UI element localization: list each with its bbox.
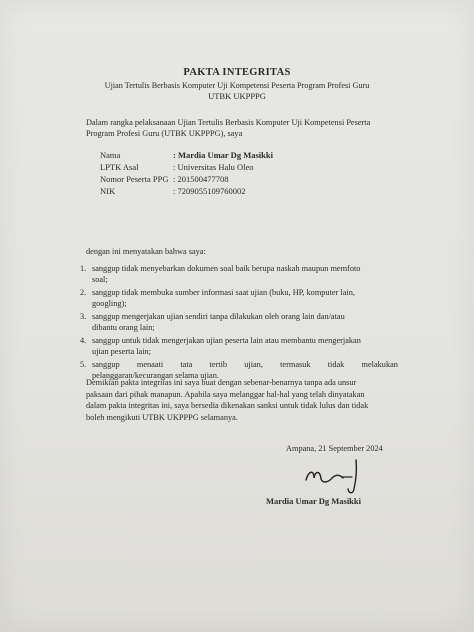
opening-line: Dalam rangka pelaksanaan Ujian Tertulis Berbasis Komputer Uji Kompetensi Peserta [86,118,371,127]
statement-line: sanggup untuk tidak mengerjakan ujian peserta lain atau membantu mengerjakan [92,336,361,345]
statement-line: sanggup mengerjakan ujian sendiri tanpa dilakukan oleh orang lain dan/atau [92,312,345,321]
opening-paragraph [86,118,396,139]
document-subtitle: Ujian Tertulis Berbasis Komputer Uji Kompetensi Peserta Program Profesi Guru [104,81,370,90]
statement-word: sanggup [92,360,120,369]
closing-line: paksaan dari pihak manapun. Apabila saya melanggar hal-hal yang telah dinyatakan [86,389,365,399]
document-subtitle-exam: UTBK UKPPPG [208,91,266,101]
document-title: PAKTA INTEGRITAS [183,67,291,78]
statement-number: 4. [80,336,87,345]
handwritten-signature [296,456,386,496]
signer-name: Mardia Umar Dg Masikki [266,496,361,506]
statement-number: 2. [80,288,87,297]
identity-label: Nomor Peserta PPG [100,174,169,184]
identity-value: : Universitas Halu Oleo [173,162,254,172]
statement-word: melakukan [361,360,398,369]
statement-line: ujian peserta lain; [92,346,151,356]
statement-line: soal; [92,274,108,284]
closing-paragraph [86,377,396,423]
declaration-intro: dengan ini menyatakan bahwa saya: [86,247,206,256]
identity-label: Nama [100,150,121,160]
identity-value: : Mardia Umar Dg Masikki [173,150,273,160]
statement-number: 1. [80,264,87,273]
closing-line: Demikian pakta integritas ini saya buat dengan sebenar-benarnya tanpa ada unsur [86,378,357,387]
statement-word: ujian, [244,360,263,369]
identity-label: NIK [100,186,116,196]
statement-line: pelanggaran/kecurangan selama ujian. [92,370,219,380]
statement-line-justified [92,360,398,371]
statement-word: menaati [136,360,164,369]
statement-line: sanggup tidak menyebarkan dokumen soal baik berupa naskah maupun memfoto [92,264,361,273]
identity-label: LPTK Asal [100,162,139,172]
identity-value: : 201500477708 [173,174,229,184]
closing-line: dalam pakta integritas ini, saya bersedia dikenakan sanksi untuk tidak lulus dan tidak [86,401,369,410]
closing-line: boleh mengikuti UTBK UKPPPG selamanya. [86,412,238,422]
place-date: Ampana, 21 September 2024 [286,444,383,453]
statement-word: tata [180,360,193,369]
statement-word: termasuk [280,360,311,369]
statement-line: sanggup tidak membuka sumber informasi saat ujian (buku, HP, komputer lain, [92,288,355,297]
statement-number: 3. [80,312,87,321]
statement-line: googling); [92,298,127,308]
statement-line: dibantu orang lain; [92,322,155,332]
identity-value: : 7209055109760002 [173,186,246,196]
statement-word: tidak [327,360,345,369]
opening-line: Program Profesi Guru (UTBK UKPPPG), saya [86,128,243,138]
statement-number: 5. [80,360,87,369]
statement-word: tertib [209,360,228,369]
